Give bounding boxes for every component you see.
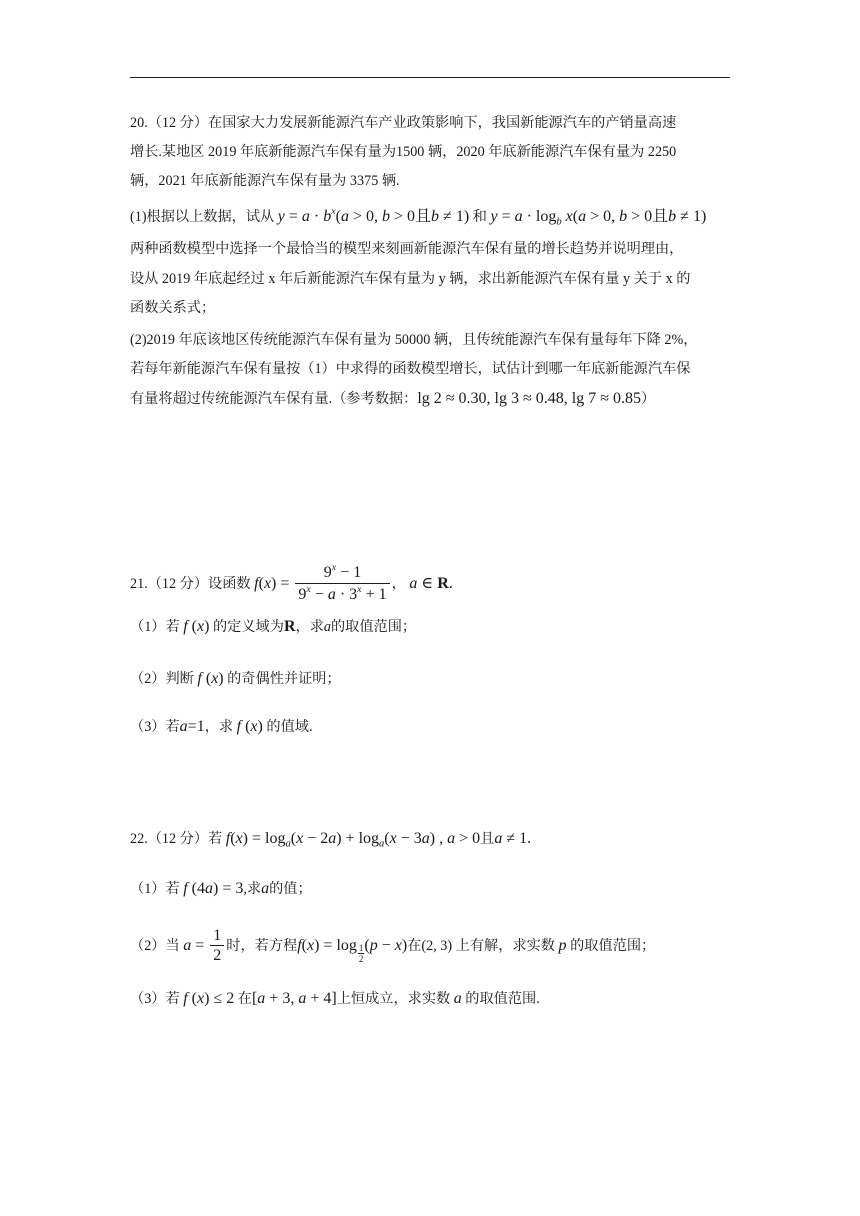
formula-reference-data: lg 2 ≈ 0.30, lg 3 ≈ 0.48, lg 7 ≈ 0.85 — [417, 390, 641, 407]
problem-22-part-1: （1）若 f (4a) = 3,求a的值； — [130, 880, 312, 897]
problem-20-part-1-line-2: 两种函数模型中选择一个最恰当的模型来刻画新能源汽车保有量的增长趋势并说明理由， — [130, 241, 684, 257]
formula-fx: f (x) — [183, 618, 210, 635]
formula-fx: f (x) — [197, 670, 224, 687]
formula-log-equation: f(x) = log $\frac{1}{2}$ (p − x) — [297, 937, 408, 964]
problem-20-part-2-line-2: 若每年新能源汽车保有量按（1）中求得的函数模型增长，试估计到哪一年底新能源汽车保 — [130, 361, 691, 377]
problem-20-part-1-line-1: (1)根据以上数据，试从 $y = a \cdot b^x(a > 0$, b > 0且b ≠ 1) 和 $y = a \cdot \log_b x(a > 0$, b > 0且b ≠ 1) — [130, 206, 707, 228]
problem-20-part-1-line-3: 设从 2019 年底起经过 x 年后新能源汽车保有量为 y 辆，求出新能源汽车保有量 y 关于 x 的 — [130, 271, 691, 287]
formula-a: a — [261, 880, 270, 897]
problem-22-statement: 22.（12 分）若 $f(x) = \log_a(x - 2a) + \log_a(x - 3a)$ , a > 0且a ≠ 1. — [130, 830, 532, 850]
formula-a-in-r: a ∈ R. — [409, 575, 453, 592]
problem-20-part-2-line-1: (2)2019 年底该地区传统能源汽车保有量为 50000 辆，且传统能源汽车保有量每年下降 2%， — [130, 332, 698, 348]
header-rule — [130, 77, 730, 78]
problem-22-part-2: （2）当 a = $\frac{1}{2}$ 时，若方程f(x) = log $\frac{1}{2}$ (p − x)在(2, 3) 上有解，求实数 p 的取值范围； — [130, 927, 656, 965]
formula-r: R — [283, 618, 296, 635]
problem-20-line-2: 增长.某地区 2019 年底新能源汽车保有量为1500 辆，2020 年底新能源汽车保有量为 2250 — [130, 144, 677, 160]
formula-function-definition: f(x) = $\frac{9^x - 1}{9^x - a \cdot 3^x + 1}$ — [254, 575, 391, 592]
problem-20-part-1-line-4: 函数关系式； — [130, 300, 216, 316]
formula-p: p — [558, 937, 567, 954]
formula-a-equals-1: a=1 — [179, 718, 205, 735]
problem-21-part-2: （2）判断 f (x) 的奇偶性并证明； — [130, 670, 341, 687]
formula-a-half: a = $\frac{1}{2}$ — [183, 937, 226, 954]
formula-a-not-1: a ≠ 1. — [494, 830, 532, 847]
formula-interval-2-3: (2, 3) — [421, 938, 453, 954]
formula-a: a — [453, 990, 462, 1007]
problem-21-statement: 21.（12 分）设函数 f(x) = $\frac{9^x - 1}{9^x - a \cdot 3^x + 1}$ ， a ∈ R. — [130, 562, 453, 604]
problem-20-line-3: 辆，2021 年底新能源汽车保有量为 3375 辆. — [130, 173, 400, 189]
formula-fx-le-2: f (x) ≤ 2 — [183, 990, 235, 1007]
problem-21-part-3: （3）若a=1，求 f (x) 的值域. — [130, 718, 313, 735]
formula-fx: f (x) — [236, 718, 263, 735]
problem-22-part-3: （3）若 f (x) ≤ 2 在[a + 3, a + 4]上恒成立，求实数 a 的取值范围. — [130, 990, 540, 1007]
formula-exponential-model: $y = a \cdot b^x(a > 0$, b > 0且b ≠ 1) — [277, 206, 470, 225]
formula-interval-a3-a4: [a + 3, a + 4] — [251, 990, 337, 1007]
formula-log-sum: $f(x) = \log_a(x - 2a) + \log_a(x - 3a)$ , a > 0 — [225, 830, 481, 850]
problem-20-part-2-line-3: 有量将超过传统能源汽车保有量.（参考数据：lg 2 ≈ 0.30, lg 3 ≈ 0.48, lg 7 ≈ 0.85） — [130, 390, 656, 407]
problem-20-line-1: 20.（12 分）在国家大力发展新能源汽车产业政策影响下，我国新能源汽车的产销量高速 — [130, 115, 677, 131]
formula-a: a — [323, 619, 331, 635]
problem-21-part-1: （1）若 f (x) 的定义域为R，求a的取值范围； — [130, 618, 417, 635]
formula-f4a: f (4a) = 3 — [183, 880, 244, 897]
formula-log-model: $y = a \cdot \log_b x(a > 0$, b > 0且b ≠ 1) — [490, 208, 707, 228]
